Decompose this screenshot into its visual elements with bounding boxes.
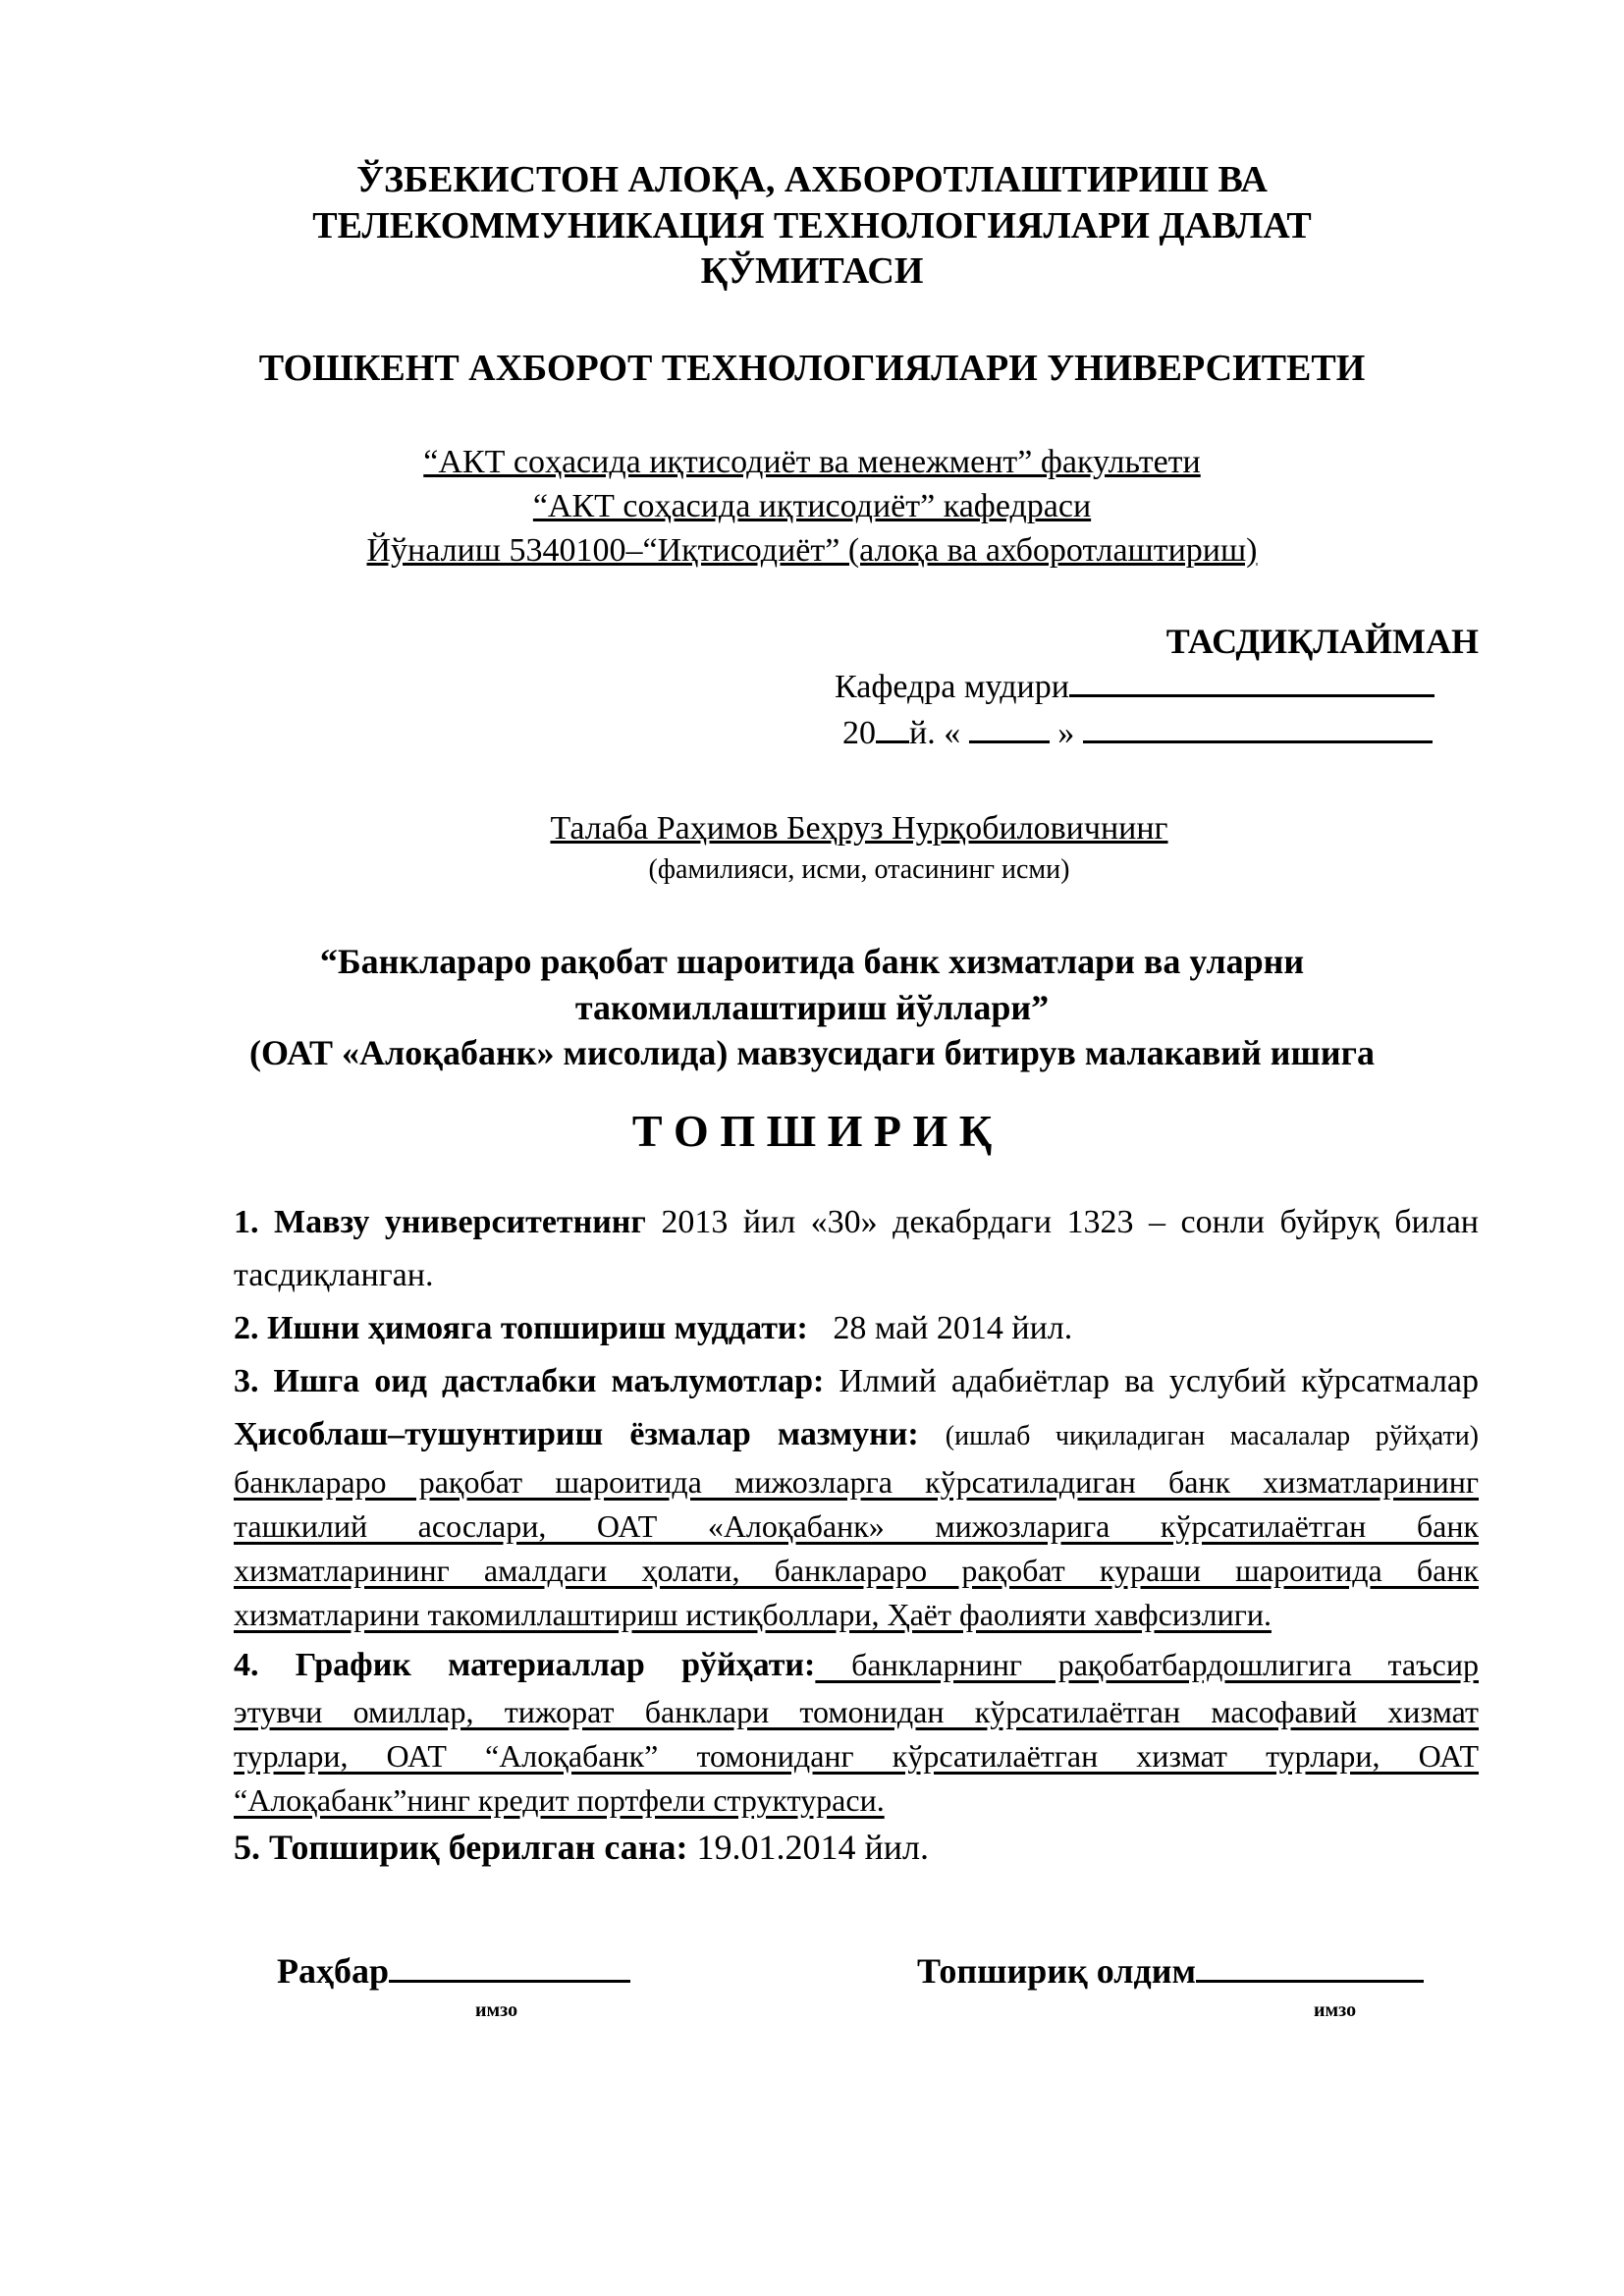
supervisor-label: Раҳбар bbox=[277, 1951, 390, 1991]
date-year-suffix: й. « bbox=[909, 715, 961, 751]
received-signature bbox=[917, 1948, 1424, 1994]
calc-line2: ташкилий асослари, ОАТ «Алоқабанк» мижозларига кўрсатилаётган банк bbox=[234, 1508, 1479, 1544]
date-prefix: 20 bbox=[842, 715, 876, 751]
item5-line bbox=[234, 1825, 1479, 1870]
item3-line bbox=[234, 1359, 1479, 1404]
item4-line1 bbox=[234, 1642, 1479, 1688]
month-blank bbox=[1083, 740, 1433, 743]
calc-label: Ҳисоблаш–тушунтириш ёзмалар мазмуни: bbox=[234, 1416, 919, 1452]
committee-title-line2: ТЕЛЕКОММУНИКАЦИЯ ТЕХНОЛОГИЯЛАРИ ДАВЛАТ bbox=[312, 205, 1312, 246]
supervisor-signature-caption: имзо bbox=[475, 1999, 518, 2021]
item5-label: 5. Топшириқ берилган сана: bbox=[234, 1828, 688, 1867]
item2-line bbox=[234, 1306, 1479, 1351]
item4-text-line1: банкларнинг рақобатбардошлигига таъсир bbox=[815, 1647, 1479, 1682]
received-label: Топшириқ олдим bbox=[917, 1951, 1196, 1991]
department-name: “АКТ соҳасида иқтисодиёт” кафедраси bbox=[532, 488, 1092, 524]
topic-line2: такомиллаштириш йўллари” bbox=[574, 988, 1050, 1027]
item4-line4: “Алоқабанк”нинг кредит портфели структураси. bbox=[234, 1782, 885, 1818]
calc-line1: банклараро рақобат шароитида мижозларга кўрсатиладиган банк хизматларининг bbox=[234, 1464, 1479, 1500]
topic-line3: (ОАТ «Алоқабанк» мисолида) мавзусидаги битирув малакавий ишига bbox=[248, 1033, 1375, 1072]
direction-name: Йўналиш 5340100–“Иқтисодиёт” (алоқа ва ахборотлаштириш) bbox=[366, 532, 1258, 569]
item2-label: 2. Ишни ҳимояга топшириш муддати: bbox=[234, 1310, 808, 1346]
received-signature-caption: имзо bbox=[1314, 1999, 1357, 2021]
student-name-caption: (фамилияси, исми, отасининг исми) bbox=[648, 854, 1070, 885]
calc-note: (ишлаб чиқиладиган масалалар рўйҳати) bbox=[945, 1421, 1479, 1451]
item2-text: 28 май 2014 йил. bbox=[833, 1310, 1073, 1346]
committee-title-line3: ҚЎМИТАСИ bbox=[700, 250, 924, 292]
university-title: ТОШКЕНТ АХБОРОТ ТЕХНОЛОГИЯЛАРИ УНИВЕРСИТЕТИ bbox=[258, 348, 1366, 389]
department-head-line bbox=[835, 666, 1435, 709]
assignment-title: Т О П Ш И Р И Қ bbox=[631, 1106, 993, 1156]
faculty-name: “АКТ соҳасида иқтисодиёт ва менежмент” факультети bbox=[423, 444, 1201, 480]
item4-line3: турлари, ОАТ “Алоқабанк” томониданг кўрсатилаётган хизмат турлари, ОАТ bbox=[234, 1738, 1479, 1774]
day-blank bbox=[969, 740, 1050, 743]
approval-title: ТАСДИҚЛАЙМАН bbox=[1165, 622, 1479, 661]
item1-line bbox=[234, 1200, 1479, 1245]
item1-label: 1. Мавзу университетнинг bbox=[234, 1204, 646, 1240]
item5-text: 19.01.2014 йил. bbox=[687, 1828, 929, 1867]
department-head-signature-line bbox=[1069, 694, 1435, 697]
item3-label: 3. Ишга оид дастлабки маълумотлар: bbox=[234, 1363, 825, 1399]
item3-text: Илмий адабиётлар ва услубий кўрсатмалар bbox=[824, 1363, 1480, 1399]
calc-line3: хизматларининг амалдаги ҳолати, банклараро рақобат кураши шароитида банк bbox=[234, 1553, 1479, 1588]
department-head-label: Кафедра мудири bbox=[835, 669, 1069, 705]
item4-label: 4. График материаллар рўйҳати: bbox=[234, 1647, 816, 1683]
item1-continuation: тасдиқланган. bbox=[234, 1257, 434, 1293]
calc-heading-line bbox=[234, 1412, 1479, 1459]
student-name: Талаба Раҳимов Беҳруз Нурқобиловичнинг bbox=[550, 810, 1168, 847]
supervisor-signature-line bbox=[389, 1980, 630, 1983]
item1-text: 2013 йил «30» декабрдаги 1323 – сонли буйруқ билан bbox=[645, 1204, 1480, 1240]
year-blank bbox=[876, 740, 909, 743]
date-close-quote: » bbox=[1057, 715, 1075, 751]
topic-line1: “Банклараро рақобат шароитида банк хизматлари ва уларни bbox=[319, 942, 1305, 981]
received-signature-line bbox=[1196, 1980, 1424, 1983]
approval-date-line bbox=[842, 712, 1433, 755]
committee-title-line1: ЎЗБЕКИСТОН АЛОҚА, АХБОРОТЛАШТИРИШ ВА bbox=[356, 159, 1268, 200]
calc-line4: хизматларини такомиллаштириш истиқболлари, Ҳаёт фаолияти хавфсизлиги. bbox=[234, 1597, 1272, 1632]
supervisor-signature bbox=[277, 1948, 630, 1994]
item4-line2: этувчи омиллар, тижорат банклари томонидан кўрсатилаётган масофавий хизмат bbox=[234, 1694, 1479, 1729]
